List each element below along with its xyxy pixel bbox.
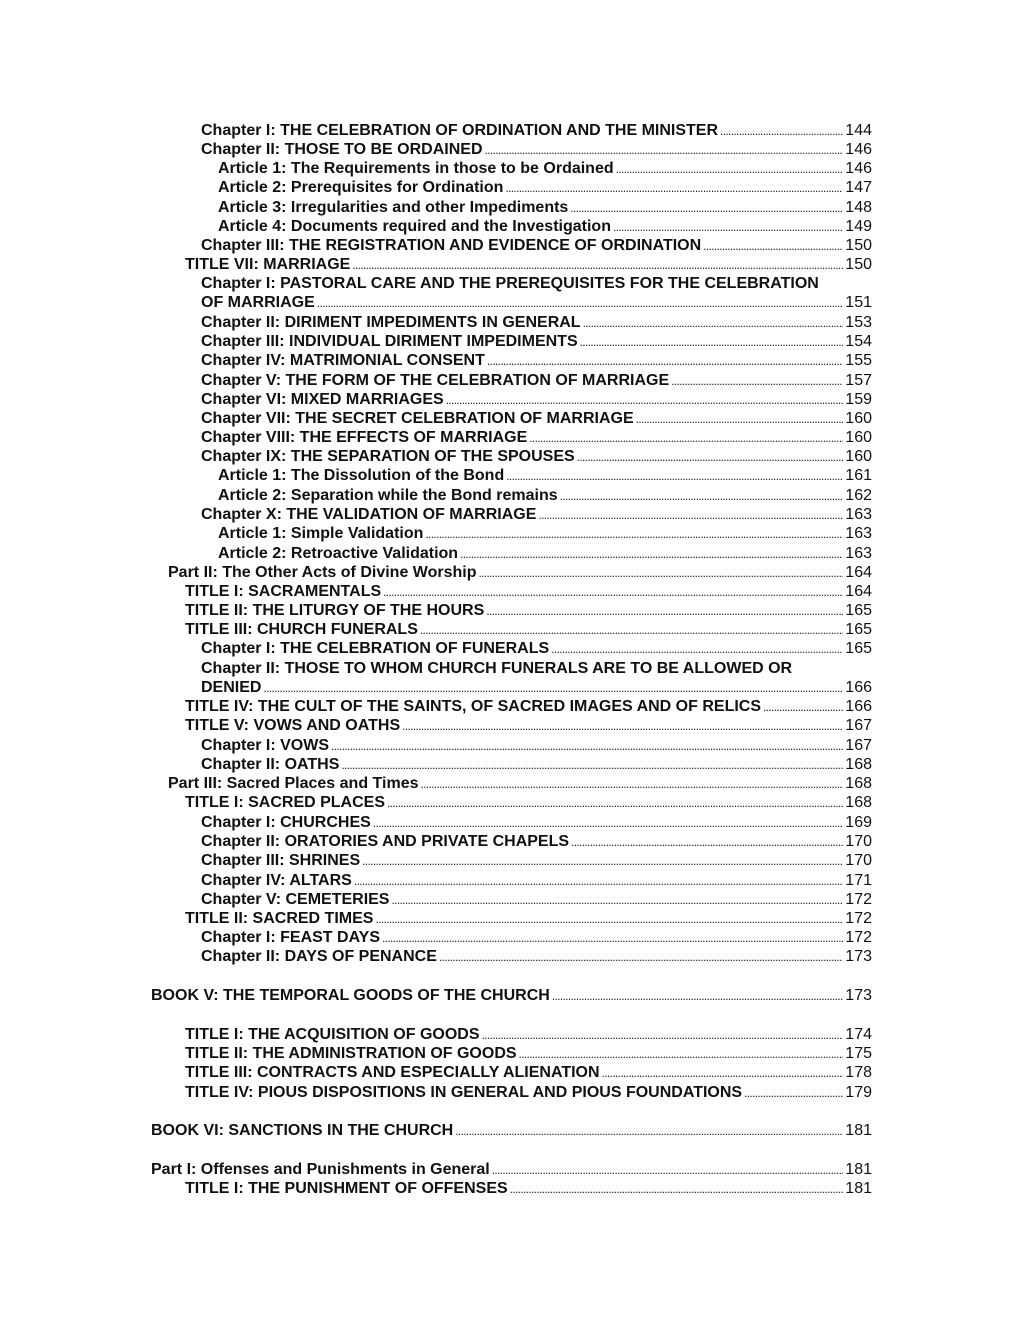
toc-entry[interactable] bbox=[218, 178, 872, 197]
toc-entry[interactable] bbox=[201, 832, 872, 851]
toc-page-number: 155 bbox=[845, 352, 872, 369]
toc-entry-title: Part I: Offenses and Punishments in General bbox=[151, 1161, 490, 1178]
dot-leader bbox=[636, 410, 844, 428]
toc-entry[interactable] bbox=[185, 697, 872, 716]
toc-entry-title: TITLE III: CHURCH FUNERALS bbox=[185, 621, 418, 638]
toc-entry[interactable] bbox=[151, 1121, 872, 1140]
toc-page-number: 181 bbox=[845, 1180, 872, 1197]
toc-entry-title: TITLE I: THE PUNISHMENT OF OFFENSES bbox=[185, 1180, 508, 1197]
toc-entry[interactable] bbox=[185, 1083, 872, 1102]
toc-page-number: 164 bbox=[845, 564, 872, 581]
toc-entry[interactable] bbox=[218, 544, 872, 563]
toc-entry[interactable] bbox=[168, 563, 872, 582]
toc-page-number: 172 bbox=[845, 891, 872, 908]
toc-entry[interactable] bbox=[201, 505, 872, 524]
toc-entry[interactable] bbox=[185, 582, 872, 601]
toc-entry-title: Chapter I: THE CELEBRATION OF ORDINATION AND THE MINISTER bbox=[201, 122, 719, 139]
toc-entry[interactable] bbox=[201, 293, 872, 312]
dot-leader bbox=[551, 640, 843, 658]
toc-page-number: 167 bbox=[845, 717, 872, 734]
toc-page-number: 181 bbox=[845, 1122, 872, 1139]
toc-page-number: 146 bbox=[845, 141, 872, 158]
toc-entry-title: Chapter II: DAYS OF PENANCE bbox=[201, 948, 437, 965]
toc-page-number: 160 bbox=[845, 429, 872, 446]
toc-entry[interactable] bbox=[218, 159, 872, 178]
toc-page-number: 173 bbox=[845, 987, 872, 1004]
toc-entry[interactable] bbox=[185, 620, 872, 639]
toc-page-number: 157 bbox=[845, 372, 872, 389]
toc-entry-title: Chapter I: VOWS bbox=[201, 737, 330, 754]
toc-page-number: 168 bbox=[845, 794, 872, 811]
toc-entry[interactable] bbox=[201, 678, 872, 697]
toc-entry-title: BOOK VI: SANCTIONS IN THE CHURCH bbox=[151, 1122, 454, 1139]
toc-page-number: 161 bbox=[845, 467, 872, 484]
toc-page-number: 178 bbox=[845, 1064, 872, 1081]
dot-leader bbox=[763, 698, 843, 716]
toc-entry-title: TITLE VII: MARRIAGE bbox=[185, 256, 351, 273]
toc-entry-title: Chapter II: DIRIMENT IMPEDIMENTS IN GENERAL bbox=[201, 314, 581, 331]
dot-leader bbox=[671, 372, 843, 390]
dot-leader bbox=[391, 891, 843, 909]
toc-page-number: 166 bbox=[845, 679, 872, 696]
dot-leader bbox=[720, 122, 843, 140]
toc-entry-title: Part II: The Other Acts of Divine Worship bbox=[168, 564, 477, 581]
toc-page-number: 160 bbox=[845, 448, 872, 465]
toc-page-number: 174 bbox=[845, 1026, 872, 1043]
toc-entry[interactable] bbox=[201, 447, 872, 466]
toc-page-number: 151 bbox=[845, 294, 872, 311]
toc-entry-title: Chapter II: ORATORIES AND PRIVATE CHAPELS bbox=[201, 833, 570, 850]
toc-entry[interactable] bbox=[185, 1044, 872, 1063]
dot-leader bbox=[744, 1084, 843, 1102]
toc-entry-title: Chapter III: SHRINES bbox=[201, 852, 361, 869]
toc-page-number: 165 bbox=[845, 640, 872, 657]
dot-leader bbox=[402, 717, 843, 735]
toc-entry-title: TITLE IV: THE CULT OF THE SAINTS, OF SACRED IMAGES AND OF RELICS bbox=[185, 698, 762, 715]
dot-leader bbox=[486, 602, 843, 620]
toc-entry[interactable] bbox=[201, 871, 872, 890]
toc-entry[interactable] bbox=[201, 236, 872, 255]
toc-entry[interactable] bbox=[201, 121, 872, 140]
dot-leader bbox=[439, 948, 843, 966]
toc-entry-title: Chapter I: THE CELEBRATION OF FUNERALS bbox=[201, 640, 550, 657]
toc-entry-title: TITLE I: SACRAMENTALS bbox=[185, 583, 382, 600]
dot-leader bbox=[602, 1064, 844, 1082]
toc-entry[interactable] bbox=[185, 909, 872, 928]
toc-page-number: 150 bbox=[845, 237, 872, 254]
toc-entry[interactable] bbox=[201, 140, 872, 159]
dot-leader bbox=[383, 583, 843, 601]
toc-entry[interactable] bbox=[185, 1063, 872, 1082]
toc-entry-title: TITLE I: SACRED PLACES bbox=[185, 794, 386, 811]
toc-entry-title: TITLE II: THE ADMINISTRATION OF GOODS bbox=[185, 1045, 517, 1062]
toc-page-number: 173 bbox=[845, 948, 872, 965]
dot-leader bbox=[583, 314, 844, 332]
dot-leader bbox=[425, 525, 843, 543]
toc-page-number: 146 bbox=[845, 160, 872, 177]
dot-leader bbox=[362, 852, 843, 870]
toc-entry-title: Article 3: Irregularities and other Impediments bbox=[218, 199, 569, 216]
dot-leader bbox=[263, 679, 843, 697]
dot-leader bbox=[506, 467, 843, 485]
toc-page-number: 165 bbox=[845, 602, 872, 619]
toc-entry-title: Article 2: Retroactive Validation bbox=[218, 545, 459, 562]
toc-page-number: 164 bbox=[845, 583, 872, 600]
toc-page-number: 147 bbox=[845, 179, 872, 196]
toc-page-number: 150 bbox=[845, 256, 872, 273]
dot-leader bbox=[552, 987, 843, 1005]
toc-page-number: 162 bbox=[845, 487, 872, 504]
toc-page-number: 154 bbox=[845, 333, 872, 350]
toc-entry[interactable] bbox=[201, 351, 872, 370]
toc-entry[interactable] bbox=[201, 428, 872, 447]
toc-entry[interactable] bbox=[218, 486, 872, 505]
dot-leader bbox=[519, 1045, 844, 1063]
toc-page-number: 169 bbox=[845, 814, 872, 831]
dot-leader bbox=[616, 160, 844, 178]
dot-leader bbox=[446, 391, 844, 409]
dot-leader bbox=[613, 218, 843, 236]
toc-entry-title: TITLE II: THE LITURGY OF THE HOURS bbox=[185, 602, 485, 619]
toc-entry[interactable] bbox=[185, 255, 872, 274]
toc-entry-title: Chapter IX: THE SEPARATION OF THE SPOUSES bbox=[201, 448, 575, 465]
toc-page-number: 165 bbox=[845, 621, 872, 638]
toc-entry-title: Chapter II: THOSE TO BE ORDAINED bbox=[201, 141, 483, 158]
toc-entry[interactable] bbox=[201, 409, 872, 428]
toc-page-number: 171 bbox=[845, 872, 872, 889]
toc-page-number: 175 bbox=[845, 1045, 872, 1062]
dot-leader bbox=[455, 1122, 843, 1140]
toc-entry-title: Chapter III: INDIVIDUAL DIRIMENT IMPEDIMENTS bbox=[201, 333, 578, 350]
toc-page-number: 159 bbox=[845, 391, 872, 408]
dot-leader bbox=[703, 237, 843, 255]
toc-page-number: 144 bbox=[845, 122, 872, 139]
toc-entry-title: TITLE V: VOWS AND OATHS bbox=[185, 717, 401, 734]
dot-leader bbox=[331, 737, 843, 755]
dot-leader bbox=[387, 794, 843, 812]
dot-leader bbox=[373, 814, 844, 832]
toc-page-number: 167 bbox=[845, 737, 872, 754]
toc-entry-title: BOOK V: THE TEMPORAL GOODS OF THE CHURCH bbox=[151, 987, 550, 1004]
dot-leader bbox=[478, 564, 843, 582]
toc-entry[interactable] bbox=[201, 332, 872, 351]
toc-entry[interactable] bbox=[201, 890, 872, 909]
toc-page-number: 168 bbox=[845, 775, 872, 792]
toc-entry-title: DENIED bbox=[201, 679, 262, 696]
toc-entry-title: Chapter X: THE VALIDATION OF MARRIAGE bbox=[201, 506, 537, 523]
toc-entry-title: Chapter VII: THE SECRET CELEBRATION OF MARRIAGE bbox=[201, 410, 634, 427]
dot-leader bbox=[560, 487, 844, 505]
toc-page-number: 172 bbox=[845, 929, 872, 946]
toc-entry-title: Chapter I: PASTORAL CARE AND THE PREREQUISITES FOR THE CELEBRATION bbox=[201, 275, 819, 292]
toc-entry-title: Chapter I: CHURCHES bbox=[201, 814, 371, 831]
dot-leader bbox=[570, 199, 843, 217]
toc-page-number: 166 bbox=[845, 698, 872, 715]
toc-entry[interactable] bbox=[185, 716, 872, 735]
toc-entry-title: Part III: Sacred Places and Times bbox=[168, 775, 419, 792]
toc-entry[interactable] bbox=[218, 198, 872, 217]
toc-entry[interactable] bbox=[201, 851, 872, 870]
toc-entry[interactable] bbox=[168, 774, 872, 793]
dot-leader bbox=[317, 294, 844, 312]
toc-entry-title: Chapter III: THE REGISTRATION AND EVIDENCE OF ORDINATION bbox=[201, 237, 702, 254]
toc-page-number: 163 bbox=[845, 506, 872, 523]
toc-entry-title: Chapter VI: MIXED MARRIAGES bbox=[201, 391, 444, 408]
toc-entry[interactable] bbox=[201, 813, 872, 832]
toc-page-number: 168 bbox=[845, 756, 872, 773]
toc-entry-title: Chapter I: FEAST DAYS bbox=[201, 929, 380, 946]
dot-leader bbox=[571, 833, 843, 851]
toc-page-number: 181 bbox=[845, 1161, 872, 1178]
toc-entry-title: TITLE II: SACRED TIMES bbox=[185, 910, 374, 927]
dot-leader bbox=[485, 141, 844, 159]
dot-leader bbox=[529, 429, 843, 447]
toc-entry[interactable] bbox=[185, 601, 872, 620]
toc-page-number: 160 bbox=[845, 410, 872, 427]
toc-entry[interactable] bbox=[201, 736, 872, 755]
toc-entry[interactable] bbox=[151, 1160, 872, 1179]
dot-leader bbox=[341, 756, 843, 774]
toc-entry-title: TITLE IV: PIOUS DISPOSITIONS IN GENERAL AND PIOUS FOUNDATIONS bbox=[185, 1084, 743, 1101]
dot-leader bbox=[482, 1026, 844, 1044]
toc-page-number: 153 bbox=[845, 314, 872, 331]
toc-entry-title: Chapter VIII: THE EFFECTS OF MARRIAGE bbox=[201, 429, 528, 446]
toc-entry-title: Article 2: Prerequisites for Ordination bbox=[218, 179, 504, 196]
toc-entry-title: Chapter IV: MATRIMONIAL CONSENT bbox=[201, 352, 485, 369]
toc-entry[interactable] bbox=[201, 390, 872, 409]
dot-leader bbox=[510, 1180, 844, 1198]
toc-entry-title: Chapter II: THOSE TO WHOM CHURCH FUNERALS ARE TO BE ALLOWED OR bbox=[201, 660, 793, 677]
dot-leader bbox=[492, 1161, 844, 1179]
dot-leader bbox=[352, 256, 843, 274]
toc-entry[interactable] bbox=[151, 986, 872, 1005]
toc-entry[interactable] bbox=[201, 639, 872, 658]
toc-page-number: 163 bbox=[845, 545, 872, 562]
dot-leader bbox=[580, 333, 844, 351]
toc-entry-title: TITLE III: CONTRACTS AND ESPECIALLY ALIENATION bbox=[185, 1064, 600, 1081]
toc-entry-title: Article 2: Separation while the Bond remains bbox=[218, 487, 558, 504]
toc-entry-title: Chapter V: CEMETERIES bbox=[201, 891, 390, 908]
dot-leader bbox=[460, 545, 843, 563]
toc-page-number: 172 bbox=[845, 910, 872, 927]
toc-entry-title: Chapter V: THE FORM OF THE CELEBRATION OF MARRIAGE bbox=[201, 372, 670, 389]
toc-entry[interactable] bbox=[201, 313, 872, 332]
toc-entry[interactable] bbox=[218, 466, 872, 485]
toc-page-number: 170 bbox=[845, 833, 872, 850]
toc-entry[interactable] bbox=[218, 217, 872, 236]
toc-entry[interactable] bbox=[185, 1179, 872, 1198]
toc-page-number: 179 bbox=[845, 1084, 872, 1101]
toc-entry[interactable] bbox=[185, 793, 872, 812]
toc-entry[interactable] bbox=[201, 947, 872, 966]
toc-page-number: 170 bbox=[845, 852, 872, 869]
dot-leader bbox=[375, 910, 843, 928]
dot-leader bbox=[505, 179, 843, 197]
toc-page-number: 163 bbox=[845, 525, 872, 542]
toc-entry-title: Article 1: Simple Validation bbox=[218, 525, 424, 542]
toc-entry-title: Article 1: The Requirements in those to be Ordained bbox=[218, 160, 614, 177]
toc-entry-title: Chapter II: OATHS bbox=[201, 756, 340, 773]
toc-entry-title: TITLE I: THE ACQUISITION OF GOODS bbox=[185, 1026, 480, 1043]
toc-entry[interactable] bbox=[201, 928, 872, 947]
toc-entry[interactable] bbox=[201, 371, 872, 390]
dot-leader bbox=[577, 448, 844, 466]
toc-entry[interactable] bbox=[201, 659, 872, 678]
toc-entry[interactable] bbox=[201, 274, 872, 293]
toc-page-number: 149 bbox=[845, 218, 872, 235]
dot-leader bbox=[421, 775, 844, 793]
toc-entry-title: Article 4: Documents required and the Investigation bbox=[218, 218, 611, 235]
toc-entry-title: OF MARRIAGE bbox=[201, 294, 315, 311]
dot-leader bbox=[487, 352, 843, 370]
toc-page-number: 148 bbox=[845, 199, 872, 216]
toc-entry[interactable] bbox=[185, 1025, 872, 1044]
dot-leader bbox=[382, 929, 843, 947]
toc-entry[interactable] bbox=[201, 755, 872, 774]
toc-entry[interactable] bbox=[218, 524, 872, 543]
dot-leader bbox=[420, 621, 843, 639]
toc-entry-title: Article 1: The Dissolution of the Bond bbox=[218, 467, 505, 484]
dot-leader bbox=[538, 506, 843, 524]
dot-leader bbox=[354, 872, 843, 890]
toc-entry-title: Chapter IV: ALTARS bbox=[201, 872, 352, 889]
